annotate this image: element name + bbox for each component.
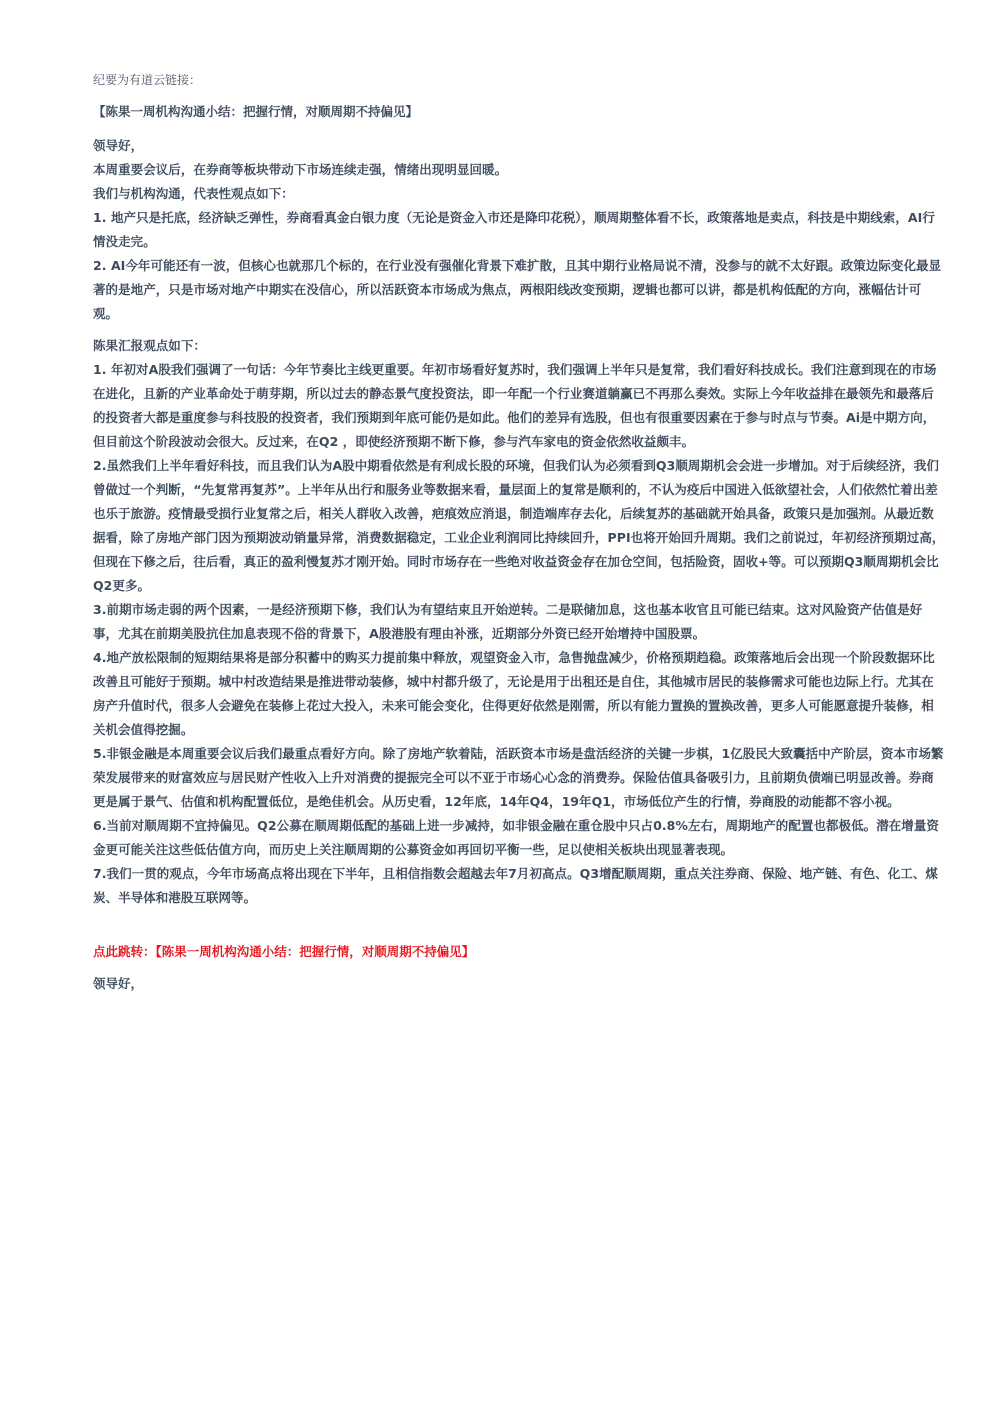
report-view-item: 2.虽然我们上半年看好科技，而且我们认为A股中期看依然是有利成长股的环境，但我们认为必须看到Q3顺周期机会会进一步增加。对于后续经济，我们曾做过一个判断，“先复常再复苏”。上半年从出行和服务业等数据来看，量层面上的复常是顺利的，不认为疫后中国进入低欲望社会，人们依然忙着出差也乐于旅游。疫情最受损行业复常之后，相关人群收入改善，疤痕效应消退，制造端库存去化，后续复苏的基础就开始具备，政策只是加强剂。从最近数据看，除了房地产部门因为预期波动销量异常，消费数据稳定，工业企业利润同比持续回升，PPI也将开始回升周期。我们之前说过，年初经济预期过高，但现在下修之后，往后看，真正的盈利慢复苏才刚开始。同时市场存在一些绝对收益资金存在加仓空间，包括险资，固收+等。可以预期Q3顺周期机会比Q2更多。 [93, 458, 945, 593]
spacer [93, 918, 945, 942]
institution-view-item: 1. 地产只是托底，经济缺乏弹性，券商看真金白银力度（无论是资金入市还是降印花税），顺周期整体看不长，政策落地是卖点，科技是中期线索，AI行情没走完。 [93, 210, 935, 249]
report-view-item: 1. 年初对A股我们强调了一句话：今年节奏比主线更重要。年初市场看好复苏时，我们强调上半年只是复常，我们看好科技成长。我们注意到现在的市场在进化，且新的产业革命处于萌芽期，所以过去的静态景气度投资法，即一年配一个行业赛道躺赢已不再那么奏效。实际上今年收益排在最领先和最落后的投资者大都是重度参与科技股的投资者，我们预期到年底可能仍是如此。他们的差异有选股，但也有很重要因素在于参与时点与节奏。Ai是中期方向，但目前这个阶段波动会很大。反过来，在Q2 ，即使经济预期不断下修，参与汽车家电的资金依然收益颇丰。 [93, 362, 937, 449]
report-view-item: 6.当前对顺周期不宜持偏见。Q2公募在顺周期低配的基础上进一步减持，如非银金融在重仓股中只占0.8%左右，周期地产的配置也都极低。潜在增量资金更可能关注这些低估值方向，而历史上关注顺周期的公募资金如再回切平衡一些，足以使相关板块出现显著表现。 [93, 818, 939, 857]
greeting: 领导好， [93, 138, 144, 153]
document-title: 【陈果一周机构沟通小结：把握行情，对顺周期不持偏见】 [93, 104, 419, 119]
institution-views-intro: 我们与机构沟通，代表性观点如下： [93, 186, 294, 201]
institution-feedback-section [93, 134, 945, 326]
footer-greeting: 领导好， [93, 976, 144, 991]
market-summary: 本周重要会议后，在券商等板块带动下市场连续走强，情绪出现明显回暖。 [93, 162, 508, 177]
report-views-intro: 陈果汇报观点如下： [93, 338, 206, 353]
report-views-section [93, 334, 945, 910]
jump-link[interactable]: 点此跳转：【陈果一周机构沟通小结：把握行情，对顺周期不持偏见】 [93, 944, 475, 959]
intro-text: 纪要为有道云链接： [93, 73, 202, 87]
document-body [93, 70, 945, 994]
report-view-item: 7.我们一贯的观点，今年市场高点将出现在下半年，且相信指数会超越去年7月初高点。Q3增配顺周期，重点关注券商、保险、地产链、有色、化工、煤炭、半导体和港股互联网等。 [93, 866, 938, 905]
report-view-item: 4.地产放松限制的短期结果将是部分积蓄中的购买力提前集中释放，观望资金入市，急售抛盘减少，价格预期趋稳。政策落地后会出现一个阶段数据环比改善且可能好于预期。城中村改造结果是推进带动装修，城中村都升级了，无论是用于出租还是自住，其他城市居民的装修需求可能也边际上行。尤其在房产升值时代，很多人会避免在装修上花过大投入，未来可能会变化，住得更好依然是刚需，所以有能力置换的置换改善，更多人可能愿意提升装修，相关机会值得挖掘。 [93, 650, 935, 737]
report-view-item: 5.非银金融是本周重要会议后我们最重点看好方向。除了房地产软着陆，活跃资本市场是盘活经济的关键一步棋，1亿股民大致囊括中产阶层，资本市场繁荣发展带来的财富效应与居民财产性收入上升对消费的提振完全可以不亚于市场心心念的消费券。保险估值具备吸引力，且前期负债端已明显改善。券商更是属于景气、估值和机构配置低位，是绝佳机会。从历史看，12年底，14年Q4，19年Q1，市场低位产生的行情，券商股的动能都不容小视。 [93, 746, 944, 809]
institution-view-item: 2. AI今年可能还有一波，但核心也就那几个标的，在行业没有强催化背景下难扩散，且其中期行业格局说不清，没参与的就不太好跟。政策边际变化最显著的是地产，只是市场对地产中期实在没信心，所以活跃资本市场成为焦点，两根阳线改变预期，逻辑也都可以讲，都是机构低配的方向，涨幅估计可观。 [93, 258, 942, 321]
report-view-item: 3.前期市场走弱的两个因素，一是经济预期下修，我们认为有望结束且开始逆转。二是联储加息，这也基本收官且可能已结束。这对风险资产估值是好事，尤其在前期美股抗住加息表现不俗的背景下，A股港股有理由补涨，近期部分外资已经开始增持中国股票。 [93, 602, 923, 641]
